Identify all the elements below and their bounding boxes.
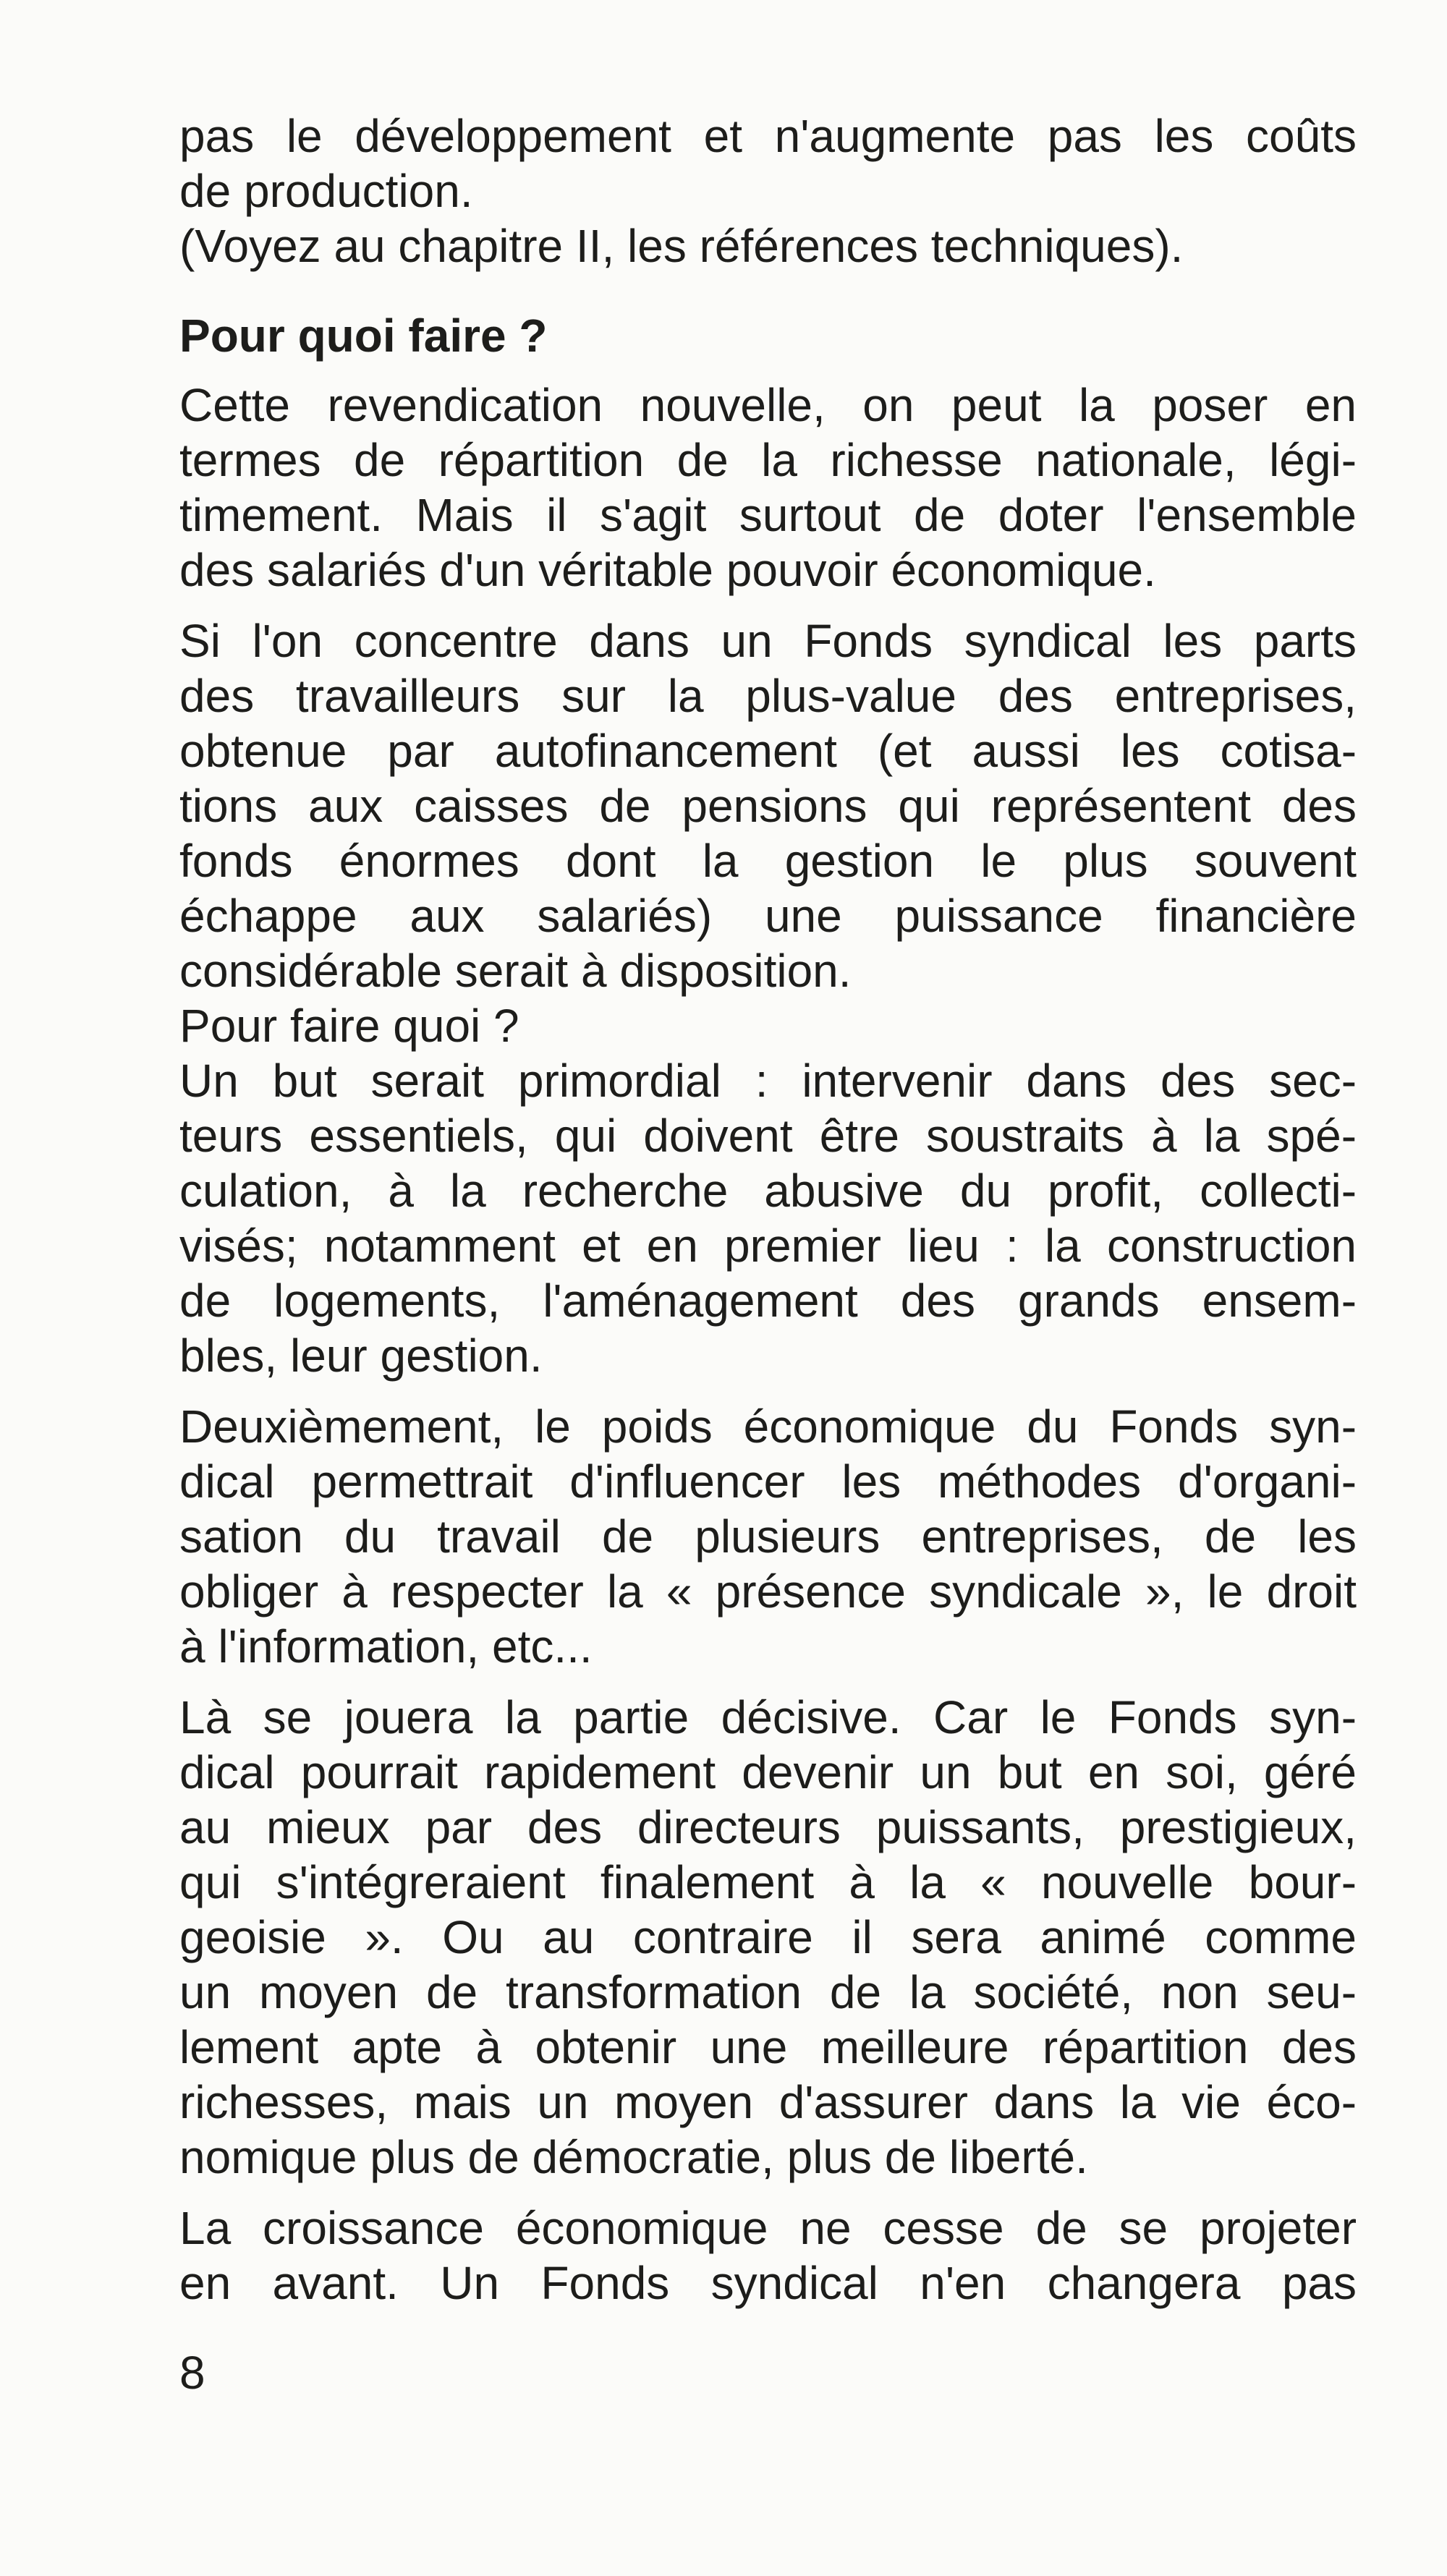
text-line: des salariés d'un véritable pouvoir économique. [179,544,1156,596]
text-line: Pour quoi faire ? [179,310,548,362]
text-line: un moyen de transformation de la société, non seu- [179,1966,1357,2018]
text-line: lement apte à obtenir une meilleure répartition des [179,2021,1357,2073]
text-line: nomique plus de démocratie, plus de liberté. [179,2131,1088,2183]
text-line: pas le développement et n'augmente pas les coûts [179,110,1357,162]
text-line: Un but serait primordial : intervenir dans des sec- [179,1055,1357,1107]
paragraph [179,109,1357,218]
text-line: fonds énormes dont la gestion le plus souvent [179,835,1357,887]
text-line: Cette revendication nouvelle, on peut la poser en [179,379,1357,431]
paragraph [179,1053,1357,1383]
text-line: La croissance économique ne cesse de se projeter [179,2202,1357,2254]
text-line: Pour faire quoi ? [179,1000,519,1052]
text-line: de logements, l'aménagement des grands ensem- [179,1275,1357,1327]
text-line: de production. [179,165,473,217]
paragraph [179,378,1357,598]
paragraph [179,998,1357,1053]
text-line: geoisie ». Ou au contraire il sera animé comme [179,1911,1357,1963]
paragraph [179,2201,1357,2311]
text-line: des travailleurs sur la plus-value des entreprises, [179,670,1357,722]
paragraph [179,218,1357,273]
text-line: considérable serait à disposition. [179,945,852,997]
text-line: dical permettrait d'influencer les méthodes d'organi- [179,1455,1357,1508]
text-line: au mieux par des directeurs puissants, prestigieux, [179,1801,1357,1853]
text-line: en avant. Un Fonds syndical n'en changera pas [179,2257,1357,2309]
text-line: tions aux caisses de pensions qui représentent des [179,780,1357,832]
text-line: échappe aux salariés) une puissance financière [179,890,1357,942]
page-body [179,109,1357,2326]
text-line: Si l'on concentre dans un Fonds syndical les parts [179,615,1357,667]
text-line: Là se jouera la partie décisive. Car le Fonds syn- [179,1691,1357,1743]
text-line: bles, leur gestion. [179,1330,543,1382]
text-line: obliger à respecter la « présence syndicale », le droit [179,1565,1357,1618]
text-line: teurs essentiels, qui doivent être soustraits à la spé- [179,1110,1357,1162]
text-line: dical pourrait rapidement devenir un but en soi, géré [179,1746,1357,1798]
text-line: Deuxièmement, le poids économique du Fonds syn- [179,1400,1357,1453]
text-line: culation, à la recherche abusive du profit, collecti- [179,1165,1357,1217]
text-line: à l'information, etc... [179,1620,593,1672]
page-number: 8 [179,2347,205,2399]
paragraph [179,1399,1357,1674]
text-line: qui s'intégreraient finalement à la « nouvelle bour- [179,1856,1357,1908]
text-line: visés; notamment et en premier lieu : la construction [179,1220,1357,1272]
paragraph [179,1690,1357,2185]
text-line: termes de répartition de la richesse nationale, légi- [179,434,1357,486]
text-line: sation du travail de plusieurs entreprises, de les [179,1510,1357,1563]
text-line: (Voyez au chapitre II, les références techniques). [179,220,1184,272]
text-line: obtenue par autofinancement (et aussi les cotisa- [179,725,1357,777]
section-heading [179,308,1357,363]
paragraph [179,613,1357,998]
text-line: timement. Mais il s'agit surtout de doter l'ensemble [179,489,1357,541]
text-line: richesses, mais un moyen d'assurer dans la vie éco- [179,2076,1357,2128]
